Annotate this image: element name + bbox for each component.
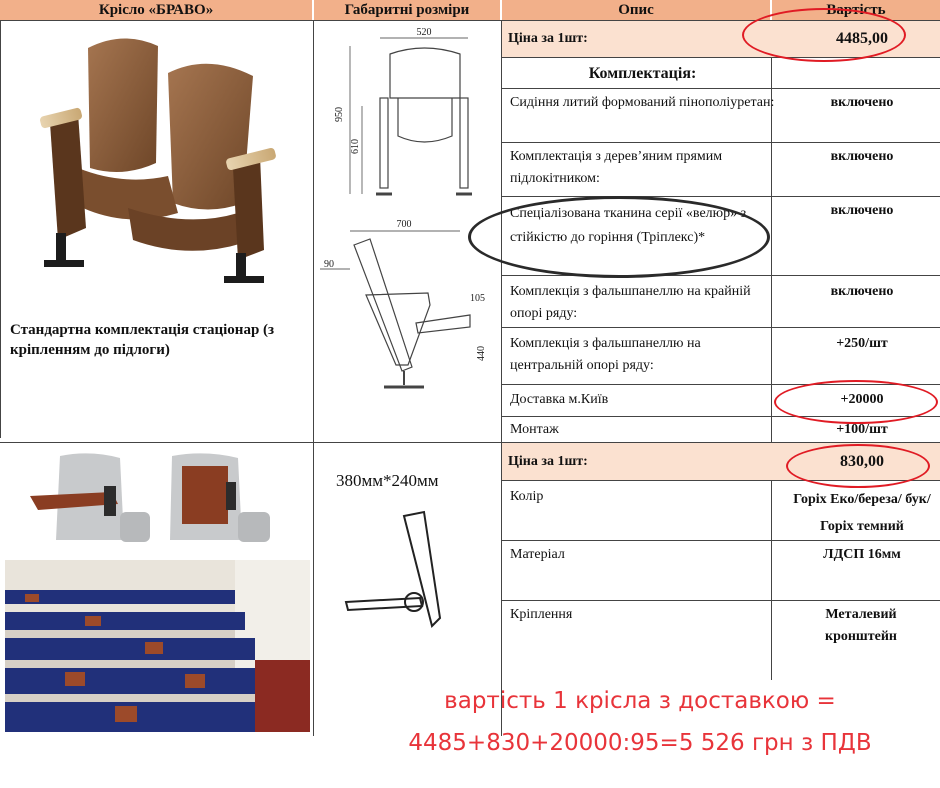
- equip-row-value: +100/шт: [836, 422, 888, 437]
- table-side-sketch: [340, 508, 480, 638]
- highlight-oval-table-price: [786, 444, 930, 488]
- table-row-value: Горіх Еко/береза/ бук/Горіх темний: [793, 492, 931, 534]
- dim-depth-label: 700: [396, 219, 412, 230]
- grid-line: [501, 196, 940, 197]
- dim-armrest-label: 105: [470, 293, 485, 304]
- chair-bravo-photo: [28, 28, 288, 290]
- folding-table-photo: [20, 452, 290, 550]
- dim-height-seat-label: 610: [350, 139, 361, 154]
- equip-row-desc: Сидіння литий формований пінополіуретан:: [510, 95, 775, 110]
- grid-line: [501, 540, 940, 541]
- section1-caption: Стандартна комплектація стаціонар (з кріпленням до підлоги): [10, 322, 275, 358]
- equip-row-desc: Спеціалізована тканина серії «велюр» з стійкістю до горіння (Тріплекс)*: [510, 206, 747, 245]
- table-row-desc: Кріплення: [510, 607, 573, 622]
- dim-seat-height-label: 440: [476, 346, 487, 361]
- price-value-chair: 4485,00: [772, 21, 940, 57]
- highlight-oval-fabric: [468, 196, 770, 278]
- grid-line: [501, 88, 940, 89]
- auditorium-photo: [5, 560, 310, 732]
- grid-line: [313, 20, 314, 736]
- grid-line: [501, 327, 940, 328]
- highlight-oval-delivery: [774, 380, 938, 424]
- equip-row-value: включено: [830, 203, 894, 218]
- table-row-desc: Колір: [510, 489, 544, 504]
- equip-row-desc: Комплекція з фальшпанеллю на крайній опорі ряду:: [510, 284, 751, 321]
- equip-row-value: включено: [830, 284, 894, 299]
- dim-angle-label: 90: [324, 259, 334, 270]
- grid-line: [501, 57, 940, 58]
- equip-row-desc: Доставка м.Київ: [510, 392, 609, 407]
- dim-height-total-label: 950: [334, 107, 345, 122]
- grid-line: [501, 600, 940, 601]
- price-label-table: Ціна за 1шт:: [502, 443, 783, 480]
- table-size-label: 380мм*240мм: [336, 471, 439, 490]
- total-note-line1: вартість 1 крісла з доставкою =: [444, 688, 836, 714]
- total-note-line2: 4485+830+20000:95=5 526 грн з ПДВ: [408, 730, 872, 756]
- grid-line: [0, 20, 1, 438]
- dim-width-label: 520: [416, 27, 432, 38]
- equip-row-desc: Монтаж: [510, 422, 559, 437]
- table-row-value: ЛДСП 16мм: [823, 547, 901, 562]
- table-row-value: Металевий кронштейн: [825, 607, 897, 644]
- grid-line: [501, 142, 940, 143]
- equip-row-value: включено: [830, 149, 894, 164]
- price-value-table: 830,00: [772, 443, 940, 480]
- header-col-chair: Крісло «БРАВО»: [0, 0, 312, 20]
- equip-row-desc: Комплекція з фальшпанеллю на центральній опорі ряду:: [510, 336, 701, 373]
- equip-row-value: +250/шт: [836, 336, 888, 351]
- dimension-drawing-front: [320, 26, 495, 206]
- header-col-description: Опис: [502, 0, 770, 20]
- table-row-desc: Матеріал: [510, 547, 565, 562]
- highlight-oval-price: [742, 8, 906, 62]
- price-label-chair: Ціна за 1шт:: [502, 21, 783, 57]
- header-col-price: Вартість: [772, 0, 940, 20]
- equip-row-value: включено: [830, 95, 894, 110]
- grid-line: [501, 20, 502, 736]
- equipment-heading: Комплектація:: [588, 65, 697, 82]
- equip-row-desc: Комплектація з дерев’яним прямим підлокітником:: [510, 149, 723, 186]
- header-col-dimensions: Габаритні розміри: [314, 0, 500, 20]
- equip-row-value: +20000: [840, 392, 884, 407]
